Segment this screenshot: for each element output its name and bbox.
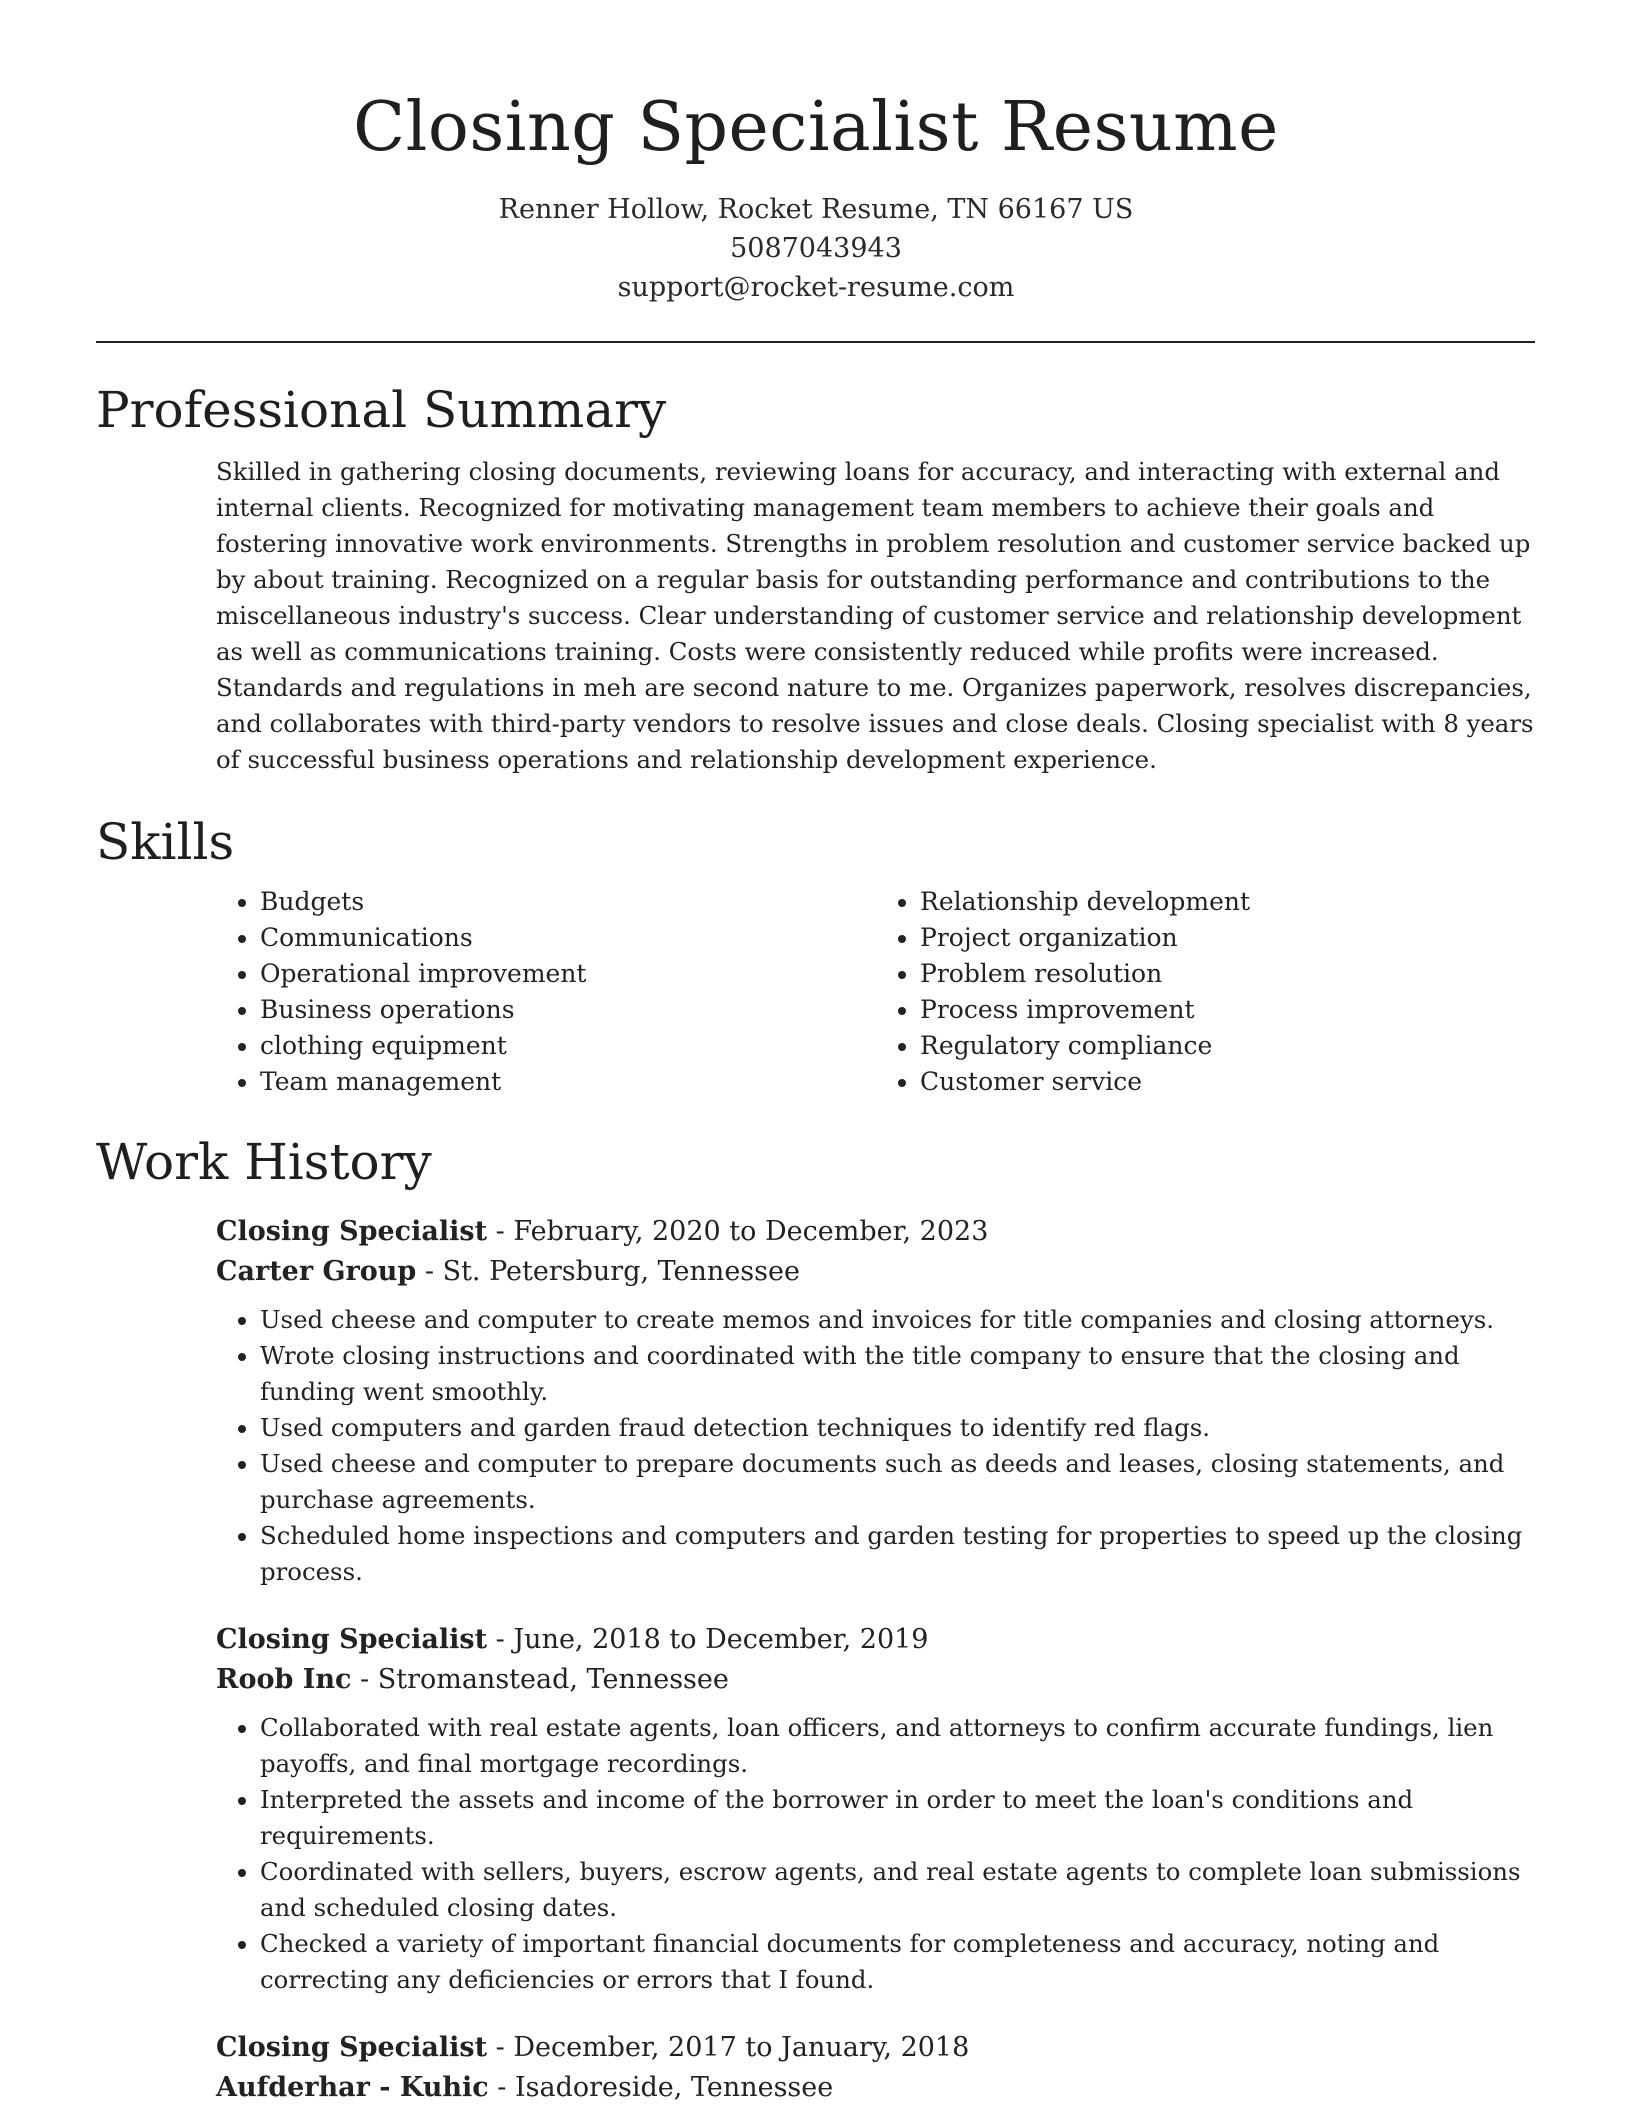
job-entry	[216, 1620, 1536, 1998]
contact-phone: 5087043943	[730, 233, 902, 264]
duty-item: • Wrote closing instructions and coordinated with the title company to ensure that the closing and funding went smoothly.	[260, 1338, 1536, 1410]
skills-section	[96, 810, 1536, 1100]
duty-item: • Collaborated with real estate agents, loan officers, and attorneys to confirm accurate fundings, lien payoffs, and final mortgage recordings.	[260, 1710, 1536, 1782]
job-entry	[216, 2028, 1536, 2108]
job-dates: - December, 2017 to January, 2018	[487, 2032, 970, 2063]
job-location: - St. Petersburg, Tennessee	[416, 1256, 800, 1287]
duty-item: • Coordinated with sellers, buyers, escrow agents, and real estate agents to complete loan submissions and scheduled closing dates.	[260, 1854, 1536, 1926]
duty-item: • Used cheese and computer to prepare documents such as deeds and leases, closing statements, and purchase agreements.	[260, 1446, 1536, 1518]
duty-item: • Used cheese and computer to create memos and invoices for title companies and closing attorneys.	[260, 1302, 1536, 1338]
duty-item: • Scheduled home inspections and computers and garden testing for properties to speed up the closing process.	[260, 1518, 1536, 1590]
job-company: Carter Group	[216, 1256, 417, 1287]
summary-section	[96, 378, 1536, 778]
job-dates: - February, 2020 to December, 2023	[487, 1216, 989, 1247]
job-company-line	[216, 1660, 1536, 1700]
skill-item: • Process improvement	[920, 992, 1536, 1028]
skill-item: • Customer service	[920, 1064, 1536, 1100]
skills-list-right	[876, 884, 1536, 1100]
skills-list-left	[216, 884, 876, 1100]
job-company-line	[216, 1252, 1536, 1292]
job-title: Closing Specialist	[216, 2032, 488, 2063]
header-divider	[96, 341, 1535, 343]
duty-item: • Interpreted the assets and income of the borrower in order to meet the loan's conditions and requirements.	[260, 1782, 1536, 1854]
skill-item: • Business operations	[260, 992, 876, 1028]
job-title: Closing Specialist	[216, 1216, 488, 1247]
work-history-section	[96, 1130, 1536, 2108]
skill-item: • Budgets	[260, 884, 876, 920]
duty-item: • Used computers and garden fraud detection techniques to identify red flags.	[260, 1410, 1536, 1446]
summary-text: Skilled in gathering closing documents, reviewing loans for accuracy, and interacting with external and internal clients. Recognized for motivating management team members to achieve their goals and fostering innovative work environments. Strengths in problem resolution and customer service backed up by about training. Recognized on a regular basis for outstanding performance and contributions to the miscellaneous industry's success. Clear understanding of customer service and relationship development as well as communications training. Costs were consistently reduced while profits were increased. Standards and regulations in meh are second nature to me. Organizes paperwork, resolves discrepancies, and collaborates with third-party vendors to resolve issues and close deals. Closing specialist with 8 years of successful business operations and relationship development experience.	[216, 457, 1534, 774]
job-duties-list	[216, 1710, 1536, 1998]
contact-block	[0, 190, 1632, 307]
resume-header	[0, 84, 1632, 307]
job-company-line	[216, 2068, 1536, 2108]
duty-item: • Checked a variety of important financial documents for completeness and accuracy, noting and correcting any deficiencies or errors that I found.	[260, 1926, 1536, 1998]
job-duties-list	[216, 1302, 1536, 1590]
skills-heading: Skills	[96, 813, 235, 871]
job-title-line	[216, 2028, 1536, 2068]
skills-grid	[216, 884, 1536, 1100]
job-title: Closing Specialist	[216, 1624, 488, 1655]
skill-item: • Operational improvement	[260, 956, 876, 992]
job-company: Aufderhar - Kuhic	[216, 2072, 489, 2103]
skill-item: • Project organization	[920, 920, 1536, 956]
skill-item: • Communications	[260, 920, 876, 956]
contact-address: Renner Hollow, Rocket Resume, TN 66167 US	[498, 194, 1134, 225]
skill-item: • Team management	[260, 1064, 876, 1100]
job-title-line	[216, 1212, 1536, 1252]
work-history-heading: Work History	[96, 1133, 432, 1191]
job-location: - Isadoreside, Tennessee	[488, 2072, 834, 2103]
skill-item: • Relationship development	[920, 884, 1536, 920]
job-company: Roob Inc	[216, 1664, 352, 1695]
summary-heading: Professional Summary	[96, 381, 667, 439]
job-title-line	[216, 1620, 1536, 1660]
skill-item: • clothing equipment	[260, 1028, 876, 1064]
skill-item: • Regulatory compliance	[920, 1028, 1536, 1064]
contact-email: support@rocket-resume.com	[617, 272, 1015, 303]
skill-item: • Problem resolution	[920, 956, 1536, 992]
job-entry	[216, 1212, 1536, 1590]
resume-title: Closing Specialist Resume	[353, 88, 1279, 167]
job-location: - Stromanstead, Tennessee	[351, 1664, 729, 1695]
job-dates: - June, 2018 to December, 2019	[487, 1624, 929, 1655]
